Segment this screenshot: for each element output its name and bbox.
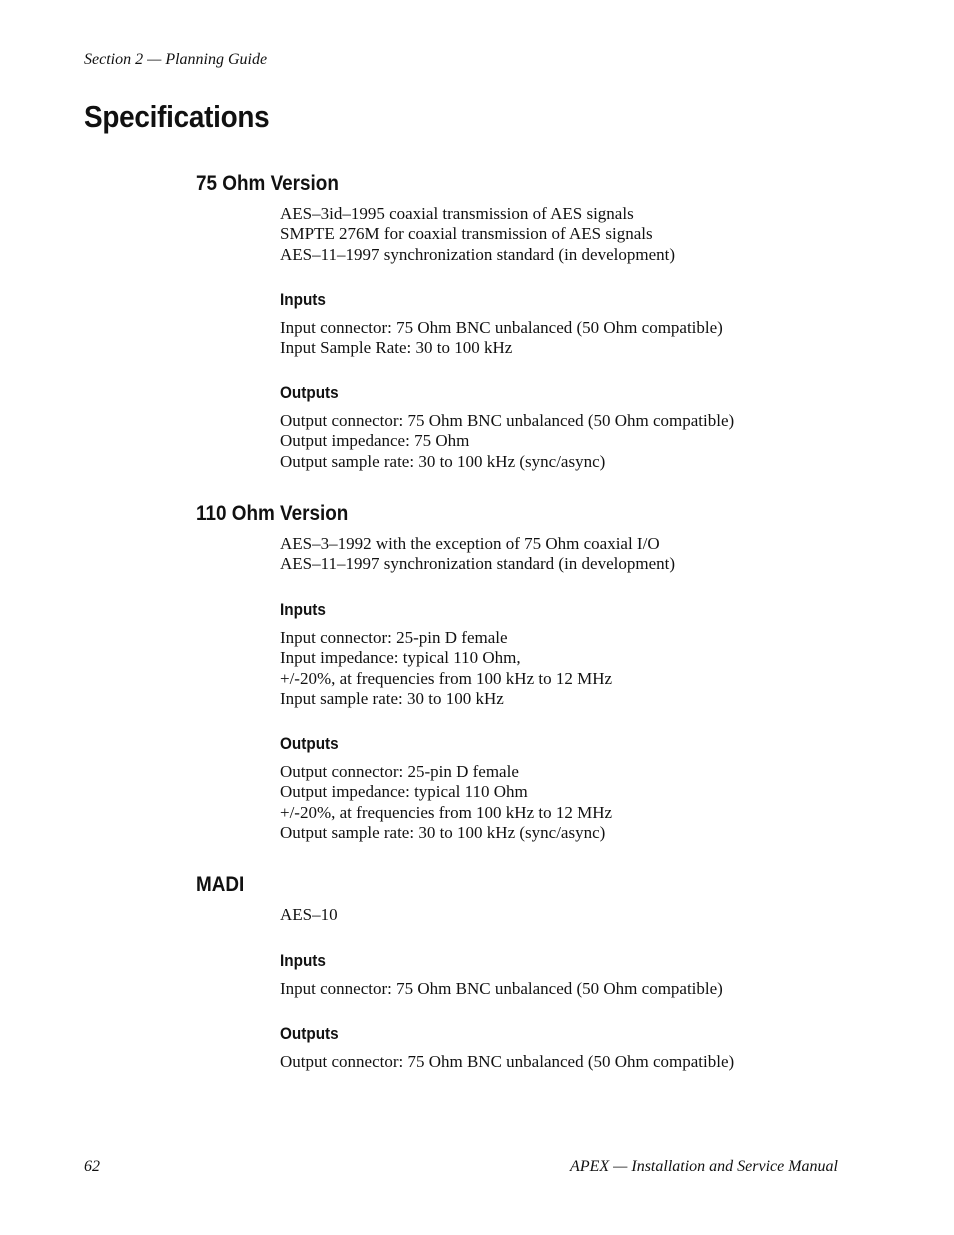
spec-line: Input impedance: typical 110 Ohm, xyxy=(280,648,521,668)
outputs-heading-madi: Outputs xyxy=(280,1024,339,1043)
spec-line: Output impedance: 75 Ohm xyxy=(280,431,470,451)
inputs-110-ohm xyxy=(280,628,612,709)
spec-line: Output impedance: typical 110 Ohm xyxy=(280,782,528,802)
inputs-heading-madi: Inputs xyxy=(280,951,326,970)
spec-line: Input sample rate: 30 to 100 kHz xyxy=(280,688,504,708)
outputs-heading-75-ohm: Outputs xyxy=(280,383,339,402)
section-heading-madi: MADI xyxy=(196,873,245,896)
spec-line: Output connector: 75 Ohm BNC unbalanced (50 Ohm compatible) xyxy=(280,1052,735,1071)
manual-title: APEX — Installation and Service Manual xyxy=(570,1158,838,1175)
outputs-75-ohm xyxy=(280,411,734,472)
spec-line: AES–11–1997 synchronization standard (in development) xyxy=(280,244,676,264)
spec-line: AES–11–1997 synchronization standard (in development) xyxy=(280,554,676,574)
running-head: Section 2 — Planning Guide xyxy=(84,51,268,68)
spec-line: Output connector: 75 Ohm BNC unbalanced (50 Ohm compatible) xyxy=(280,411,735,430)
spec-line: SMPTE 276M for coaxial transmission of AES signals xyxy=(280,224,653,244)
standards-madi xyxy=(280,905,338,925)
inputs-heading-75-ohm: Inputs xyxy=(280,290,326,309)
spec-line: AES–10 xyxy=(280,905,338,924)
inputs-heading-110-ohm: Inputs xyxy=(280,600,326,619)
standards-75-ohm xyxy=(280,204,675,265)
section-heading-75-ohm: 75 Ohm Version xyxy=(196,172,339,195)
spec-line: Input connector: 25-pin D female xyxy=(280,628,508,647)
inputs-madi xyxy=(280,979,723,999)
section-heading-110-ohm: 110 Ohm Version xyxy=(196,502,349,525)
spec-line: +/-20%, at frequencies from 100 kHz to 12 MHz xyxy=(280,668,613,688)
spec-line: +/-20%, at frequencies from 100 kHz to 12 MHz xyxy=(280,802,613,822)
spec-line: Input connector: 75 Ohm BNC unbalanced (50 Ohm compatible) xyxy=(280,979,723,998)
spec-line: Output connector: 25-pin D female xyxy=(280,762,519,781)
spec-line: AES–3–1992 with the exception of 75 Ohm coaxial I/O xyxy=(280,534,660,553)
spec-line: Input Sample Rate: 30 to 100 kHz xyxy=(280,338,513,358)
outputs-madi xyxy=(280,1052,734,1072)
spec-line: Output sample rate: 30 to 100 kHz (sync/async) xyxy=(280,822,606,842)
outputs-heading-110-ohm: Outputs xyxy=(280,734,339,753)
page-title: Specifications xyxy=(84,99,270,134)
outputs-110-ohm xyxy=(280,762,612,843)
standards-110-ohm xyxy=(280,534,675,575)
spec-line: AES–3id–1995 coaxial transmission of AES signals xyxy=(280,204,634,223)
page-number: 62 xyxy=(84,1158,100,1175)
spec-line: Output sample rate: 30 to 100 kHz (sync/async) xyxy=(280,451,606,471)
spec-line: Input connector: 75 Ohm BNC unbalanced (50 Ohm compatible) xyxy=(280,318,723,337)
inputs-75-ohm xyxy=(280,318,723,359)
